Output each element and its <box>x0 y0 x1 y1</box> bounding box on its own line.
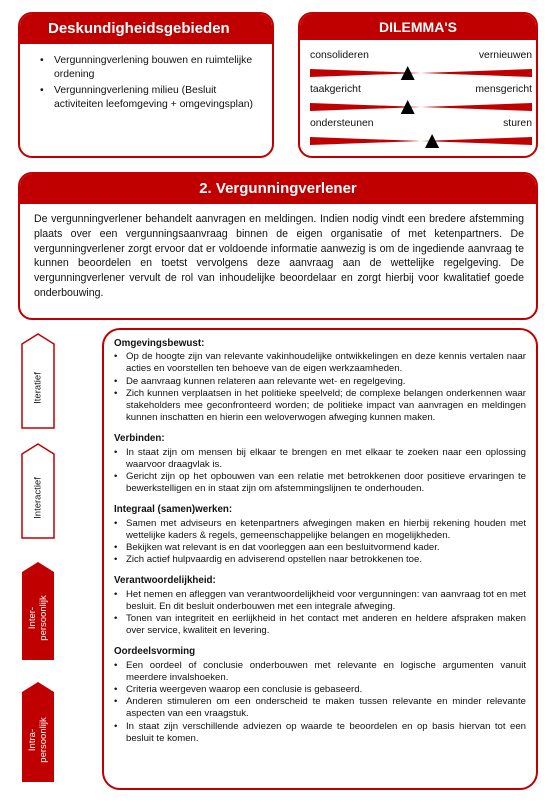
side-arrow-iteratief <box>20 332 56 430</box>
dilemma-right-label: mensgericht <box>475 84 532 95</box>
dilemma-bar <box>310 103 532 111</box>
dilemma-right-label: vernieuwen <box>478 50 532 61</box>
dilemmas-title: DILEMMA'S <box>300 14 536 40</box>
side-label: Interactief <box>32 477 44 519</box>
competence-item: • De aanvraag kunnen relateren aan relevante wet- en regelgeving. <box>114 376 526 388</box>
competence-title: Integraal (samen)werken: <box>114 504 233 516</box>
deskundigheid-item: • Vergunningverlening milieu (Besluit activiteiten leefomgeving + omgevingsplan) <box>40 84 262 111</box>
competence-item: • Anderen stimuleren om een onderscheid te maken tussen relevante en minder relevante aspecten van een vraagstuk. <box>114 696 526 720</box>
role-panel <box>18 172 538 320</box>
deskundigheid-title: Deskundigheidsgebieden <box>20 14 272 44</box>
competences-panel <box>102 328 538 790</box>
dilemma-right-label: sturen <box>503 118 532 129</box>
role-title: 2. Vergunningverlener <box>20 174 536 204</box>
competence-item: • In staat zijn om mensen bij elkaar te brengen en met elkaar te zoeken naar een oplossing waarvoor draagvlak is. <box>114 447 526 471</box>
side-label: Iteratief <box>32 372 44 404</box>
dilemma-bar <box>310 137 532 145</box>
competence-title: Verantwoordelijkheid: <box>114 575 216 587</box>
dilemma-row <box>310 84 532 114</box>
dilemma-left-label: consolideren <box>310 50 369 61</box>
competence-title: Verbinden: <box>114 433 165 445</box>
competence-item: • Het nemen en afleggen van verantwoordelijkheid voor vergunningen: van aanvraag tot en met besluit. En dit besluit onderbouwen met een integrale afweging. <box>114 589 526 613</box>
competence-item: • Zich actief hulpvaardig en adviserend opstellen naar betrokkenen toe. <box>114 554 526 566</box>
competence-item: • Criteria weergeven waarop een conclusie is gebaseerd. <box>114 684 526 696</box>
dilemma-slider <box>310 95 532 115</box>
side-arrow-intrapersoonlijk <box>20 680 56 784</box>
competence-section <box>114 646 526 745</box>
competence-item: • Zich kunnen verplaatsen in het politieke speelveld; de complexe belangen onderkennen waar stakeholders mee geconfronteerd worden; de politieke impact van aanvragen en meldingen kunnen inschatten en hierin een weloverwogen afweging kunnen maken. <box>114 388 526 425</box>
deskundigheid-list <box>20 44 272 111</box>
dilemmas-panel <box>298 12 538 158</box>
dilemma-row <box>310 50 532 80</box>
side-label: Inter- persoonlijk <box>27 595 49 641</box>
competence-title: Oordeelsvorming <box>114 646 196 658</box>
competence-section <box>114 504 526 566</box>
competence-item: • Op de hoogte zijn van relevante vakinhoudelijke ontwikkelingen en deze kennis vertalen naar acties en voorstellen ten behoeve van de eigen werkzaamheden. <box>114 351 526 375</box>
competence-section <box>114 433 526 495</box>
competence-title: Omgevingsbewust: <box>114 338 205 349</box>
side-arrow-interpersoonlijk <box>20 560 56 662</box>
competence-section <box>114 338 526 424</box>
competence-item: • Bekijken wat relevant is en dat voorleggen aan een besluitvormend kader. <box>114 542 526 554</box>
competence-item: • Gericht zijn op het opbouwen van een relatie met betrokkenen door positieve ervaringen te bewerkstelligen en in staat zijn om afstemmingslijnen te onderhouden. <box>114 471 526 495</box>
competence-item: • Samen met adviseurs en ketenpartners afwegingen maken en hierbij rekening houden met wettelijke kaders & regels, gemeenschappelijke belangen en mogelijkheden. <box>114 518 526 542</box>
side-arrow-interactief <box>20 442 56 540</box>
dilemma-slider <box>310 129 532 149</box>
deskundigheid-item: • Vergunningverlening bouwen en ruimtelijke ordening <box>40 54 262 81</box>
role-intro: De vergunningverlener behandelt aanvragen en meldingen. Indien nodig vindt een bredere afstemming plaats over een vergunningsaanvraag binnen de eigen organisatie of met ketenpartners. De vergunningverlener zorgt ervoor dat er voldoende informatie aanwezig is om de ingediende aanvraag te kunnen beoordelen en toetst vervolgens deze aanvraag aan de wettelijke regelgeving. De vergunningverlener vervult de rol van inhoudelijke beoordelaar en zorgt hierbij voor kwalitatief goede onderbouwing. <box>34 213 524 299</box>
dilemma-left-label: taakgericht <box>310 84 361 95</box>
dilemma-left-label: ondersteunen <box>310 118 374 129</box>
deskundigheid-panel <box>18 12 274 158</box>
competence-item: • Een oordeel of conclusie onderbouwen met relevante en logische argumenten vanuit meerdere invalshoeken. <box>114 660 526 684</box>
side-label: Intra- persoonlijk <box>27 717 49 763</box>
dilemma-slider <box>310 61 532 81</box>
competence-section <box>114 575 526 637</box>
competence-item: • Tonen van integriteit en eerlijkheid in het contact met anderen en heldere afspraken maken over service, kwaliteit en levering. <box>114 613 526 637</box>
dilemma-row <box>310 118 532 148</box>
competence-item: • In staat zijn verschillende adviezen op waarde te beoordelen en op basis hiervan tot een besluit te komen. <box>114 721 526 745</box>
dilemma-bar <box>310 69 532 77</box>
